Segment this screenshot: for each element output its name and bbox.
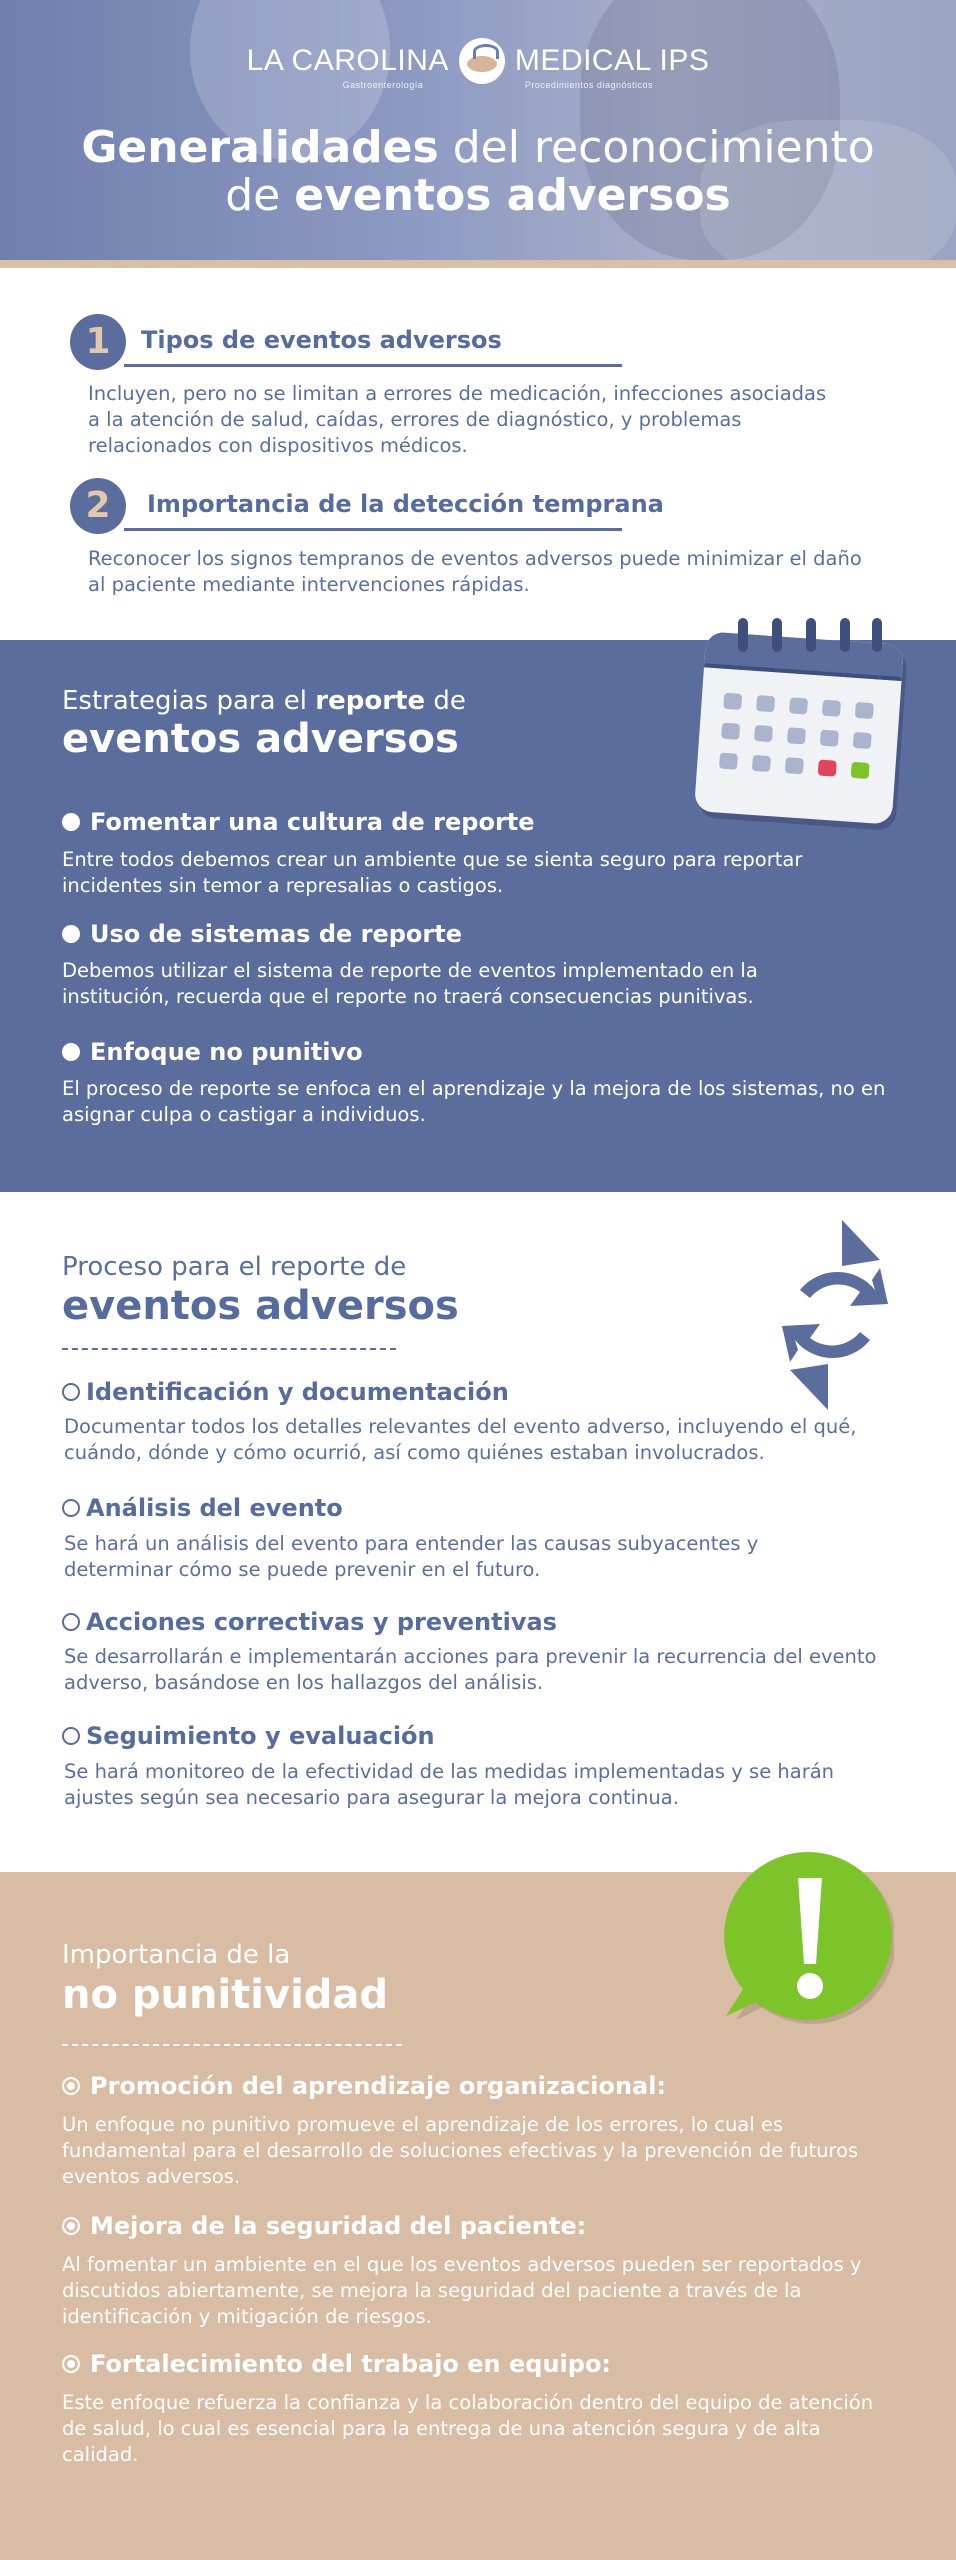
benefit-title: Fortalecimiento del trabajo en equipo: bbox=[62, 2350, 611, 2378]
bullet-icon bbox=[62, 813, 80, 831]
logo-name-right: MEDICAL IPS bbox=[514, 44, 710, 77]
process-title: Seguimiento y evaluación bbox=[62, 1722, 435, 1750]
process-title: Identificación y documentación bbox=[62, 1378, 509, 1406]
item-title: Tipos de eventos adversos bbox=[141, 326, 502, 354]
benefit-text: Un enfoque no punitivo promueve el aprendizaje de los errores, lo cual es fundamental para el desarrollo de soluciones efectivas y la prevención de futuros eventos adversos. bbox=[62, 2113, 859, 2188]
bullet-icon bbox=[62, 2077, 80, 2095]
strategy-text: Debemos utilizar el sistema de reporte de eventos implementado en la institución, recuerda que el reporte no traerá consecuencias punitivas. bbox=[62, 959, 758, 1008]
page-title: Generalidades del reconocimiento de eventos adversos bbox=[81, 122, 875, 221]
benefit-text: Este enfoque refuerza la confianza y la colaboración dentro del equipo de atención de salud, lo cual es esencial para la entrega de una atención segura y de alta calidad. bbox=[62, 2391, 874, 2466]
bullet-icon bbox=[62, 2217, 80, 2235]
bullet-icon bbox=[62, 2355, 80, 2373]
section-pretitle: Proceso para el reporte de bbox=[62, 1252, 407, 1282]
divider bbox=[0, 260, 956, 268]
process-text: Se hará un análisis del evento para entender las causas subyacentes y determinar cómo se puede prevenir en el futuro. bbox=[64, 1532, 759, 1581]
brand-logo bbox=[0, 38, 956, 90]
bullet-icon bbox=[62, 1499, 80, 1517]
strategy-title: Fomentar una cultura de reporte bbox=[62, 808, 535, 836]
logo-name-left: LA CAROLINA bbox=[246, 44, 449, 77]
bullet-icon bbox=[62, 1043, 80, 1061]
underline bbox=[124, 364, 622, 367]
benefit-title: Promoción del aprendizaje organizacional: bbox=[62, 2072, 666, 2100]
strategy-text: Entre todos debemos crear un ambiente que se sienta seguro para reportar incidentes sin temor a represalias o castigos. bbox=[62, 848, 803, 897]
item-text: Reconocer los signos tempranos de eventos adversos puede minimizar el daño al paciente mediante intervenciones rápidas. bbox=[88, 547, 862, 596]
logo-subtitle-right: Procedimientos diagnósticos bbox=[524, 80, 653, 90]
section-title: eventos adversos bbox=[62, 716, 459, 762]
bullet-icon bbox=[62, 1613, 80, 1631]
process-title: Análisis del evento bbox=[62, 1494, 343, 1522]
bullet-icon bbox=[62, 925, 80, 943]
logo-icon bbox=[459, 38, 505, 84]
sync-arrows-icon bbox=[780, 1220, 890, 1410]
benefit-text: Al fomentar un ambiente en el que los eventos adversos pueden ser reportados y discutidos abiertamente, se mejora la seguridad del paciente a través de la identificación y mitigación de riesgos. bbox=[62, 2253, 862, 2328]
bullet-icon bbox=[62, 1383, 80, 1401]
strategy-title: Uso de sistemas de reporte bbox=[62, 920, 462, 948]
logo-subtitle-left: Gastroenterología bbox=[342, 80, 424, 90]
bullet-icon bbox=[62, 1727, 80, 1745]
strategy-text: El proceso de reporte se enfoca en el aprendizaje y la mejora de los sistemas, no en asignar culpa o castigar a individuos. bbox=[62, 1077, 886, 1126]
benefit-title: Mejora de la seguridad del paciente: bbox=[62, 2212, 586, 2240]
underline bbox=[124, 528, 622, 531]
step-number-badge: 1 bbox=[70, 314, 126, 370]
process-text: Se desarrollarán e implementarán acciones para prevenir la recurrencia del evento adverso, basándose en los hallazgos del análisis. bbox=[64, 1645, 877, 1694]
item-text: Incluyen, pero no se limitan a errores de medicación, infecciones asociadas a la atención de salud, caídas, errores de diagnóstico, y problemas relacionados con dispositivos médicos. bbox=[88, 382, 827, 457]
item-title: Importancia de la detección temprana bbox=[147, 490, 664, 518]
section-title: eventos adversos bbox=[62, 1283, 459, 1329]
step-number-badge: 2 bbox=[70, 478, 126, 534]
exclamation-bubble-icon bbox=[712, 1852, 894, 2032]
divider bbox=[62, 1348, 396, 1350]
process-text: Se hará monitoreo de la efectividad de las medidas implementadas y se harán ajustes según sea necesario para asegurar la mejora continua. bbox=[64, 1760, 835, 1809]
header-banner bbox=[0, 0, 956, 268]
strategy-title: Enfoque no punitivo bbox=[62, 1038, 363, 1066]
section-pretitle: Estrategias para el reporte de bbox=[62, 686, 466, 716]
process-title: Acciones correctivas y preventivas bbox=[62, 1608, 557, 1636]
calendar-icon bbox=[700, 618, 898, 800]
section-title: no punitividad bbox=[62, 1972, 389, 2018]
process-text: Documentar todos los detalles relevantes del evento adverso, incluyendo el qué, cuándo, dónde y cómo ocurrió, así como quiénes estaban involucrados. bbox=[64, 1415, 857, 1464]
section-pretitle: Importancia de la bbox=[62, 1940, 291, 1970]
divider bbox=[62, 2044, 402, 2046]
